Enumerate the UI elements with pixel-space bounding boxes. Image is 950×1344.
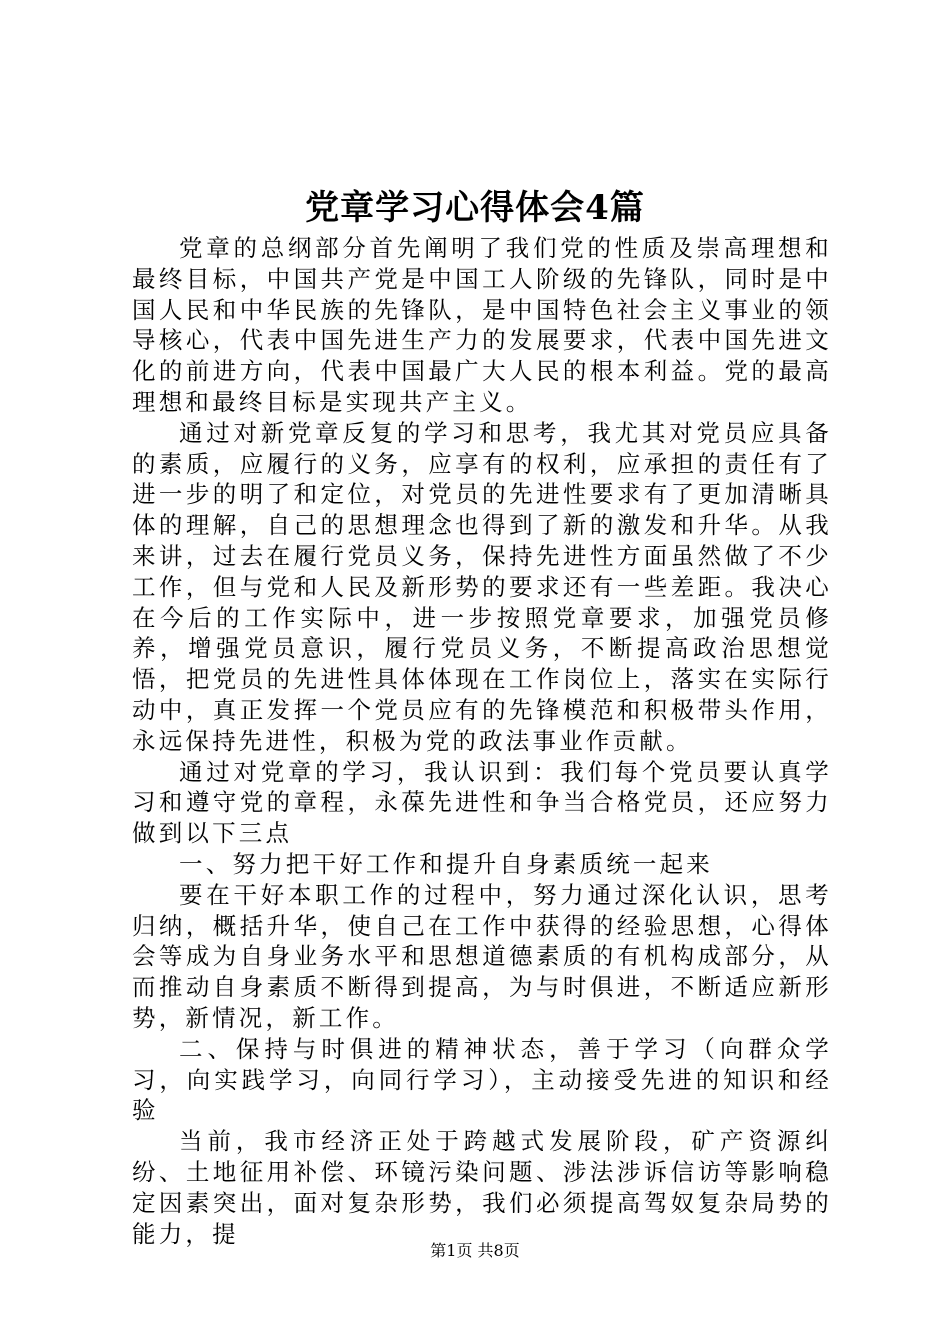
document-title: 党章学习心得体会4篇 bbox=[305, 188, 645, 228]
document-body bbox=[132, 233, 832, 1249]
paragraph-1: 党章的总纲部分首先阐明了我们党的性质及崇高理想和最终目标，中国共产党是中国工人阶级的先锋队，同时是中国人民和中华民族的先锋队，是中国特色社会主义事业的领导核心，代表中国先进生产力的发展要求，代表中国先进文化的前进方向，代表中国最广大人民的根本利益。党的最高理想和最终目标是实现共产主义。 bbox=[132, 234, 832, 416]
section-heading-1: 一、努力把干好工作和提升自身素质统一起来 bbox=[179, 849, 713, 878]
section-heading-2: 二、保持与时俱进的精神状态，善于学习（向群众学习，向实践学习，向同行学习），主动接受先进的知识和经验 bbox=[132, 1034, 832, 1125]
paragraph-4: 要在干好本职工作的过程中，努力通过深化认识，思考归纳，概括升华，使自己在工作中获得的经验思想，心得体会等成为自身业务水平和思想道德素质的有机构成部分，从而推动自身素质不断得到提高，为与时俱进，不断适应新形势，新情况，新工作。 bbox=[132, 880, 832, 1032]
paragraph-3: 通过对党章的学习，我认识到：我们每个党员要认真学习和遵守党的章程，永葆先进性和争当合格党员，还应努力做到以下三点 bbox=[132, 757, 832, 848]
page-footer: 第1页 共8页 bbox=[430, 1241, 520, 1260]
paragraph-2: 通过对新党章反复的学习和思考，我尤其对党员应具备的素质，应履行的义务，应享有的权利，应承担的责任有了进一步的明了和定位，对党员的先进性要求有了更加清晰具体的理解，自己的思想理念也得到了新的激发和升华。从我来讲，过去在履行党员义务，保持先进性方面虽然做了不少工作，但与党和人民及新形势的要求还有一些差距。我决心在今后的工作实际中，进一步按照党章要求，加强党员修养，增强党员意识，履行党员义务，不断提高政治思想觉悟，把党员的先进性具体体现在工作岗位上，落实在实际行动中，真正发挥一个党员应有的先锋模范和积极带头作用，永远保持先进性，积极为党的政法事业作贡献。 bbox=[132, 418, 832, 755]
paragraph-5: 当前，我市经济正处于跨越式发展阶段，矿产资源纠纷、土地征用补偿、环镜污染问题、涉法涉诉信访等影响稳定因素突出，面对复杂形势，我们必须提高驾奴复杂局势的能力，提 bbox=[132, 1127, 832, 1248]
